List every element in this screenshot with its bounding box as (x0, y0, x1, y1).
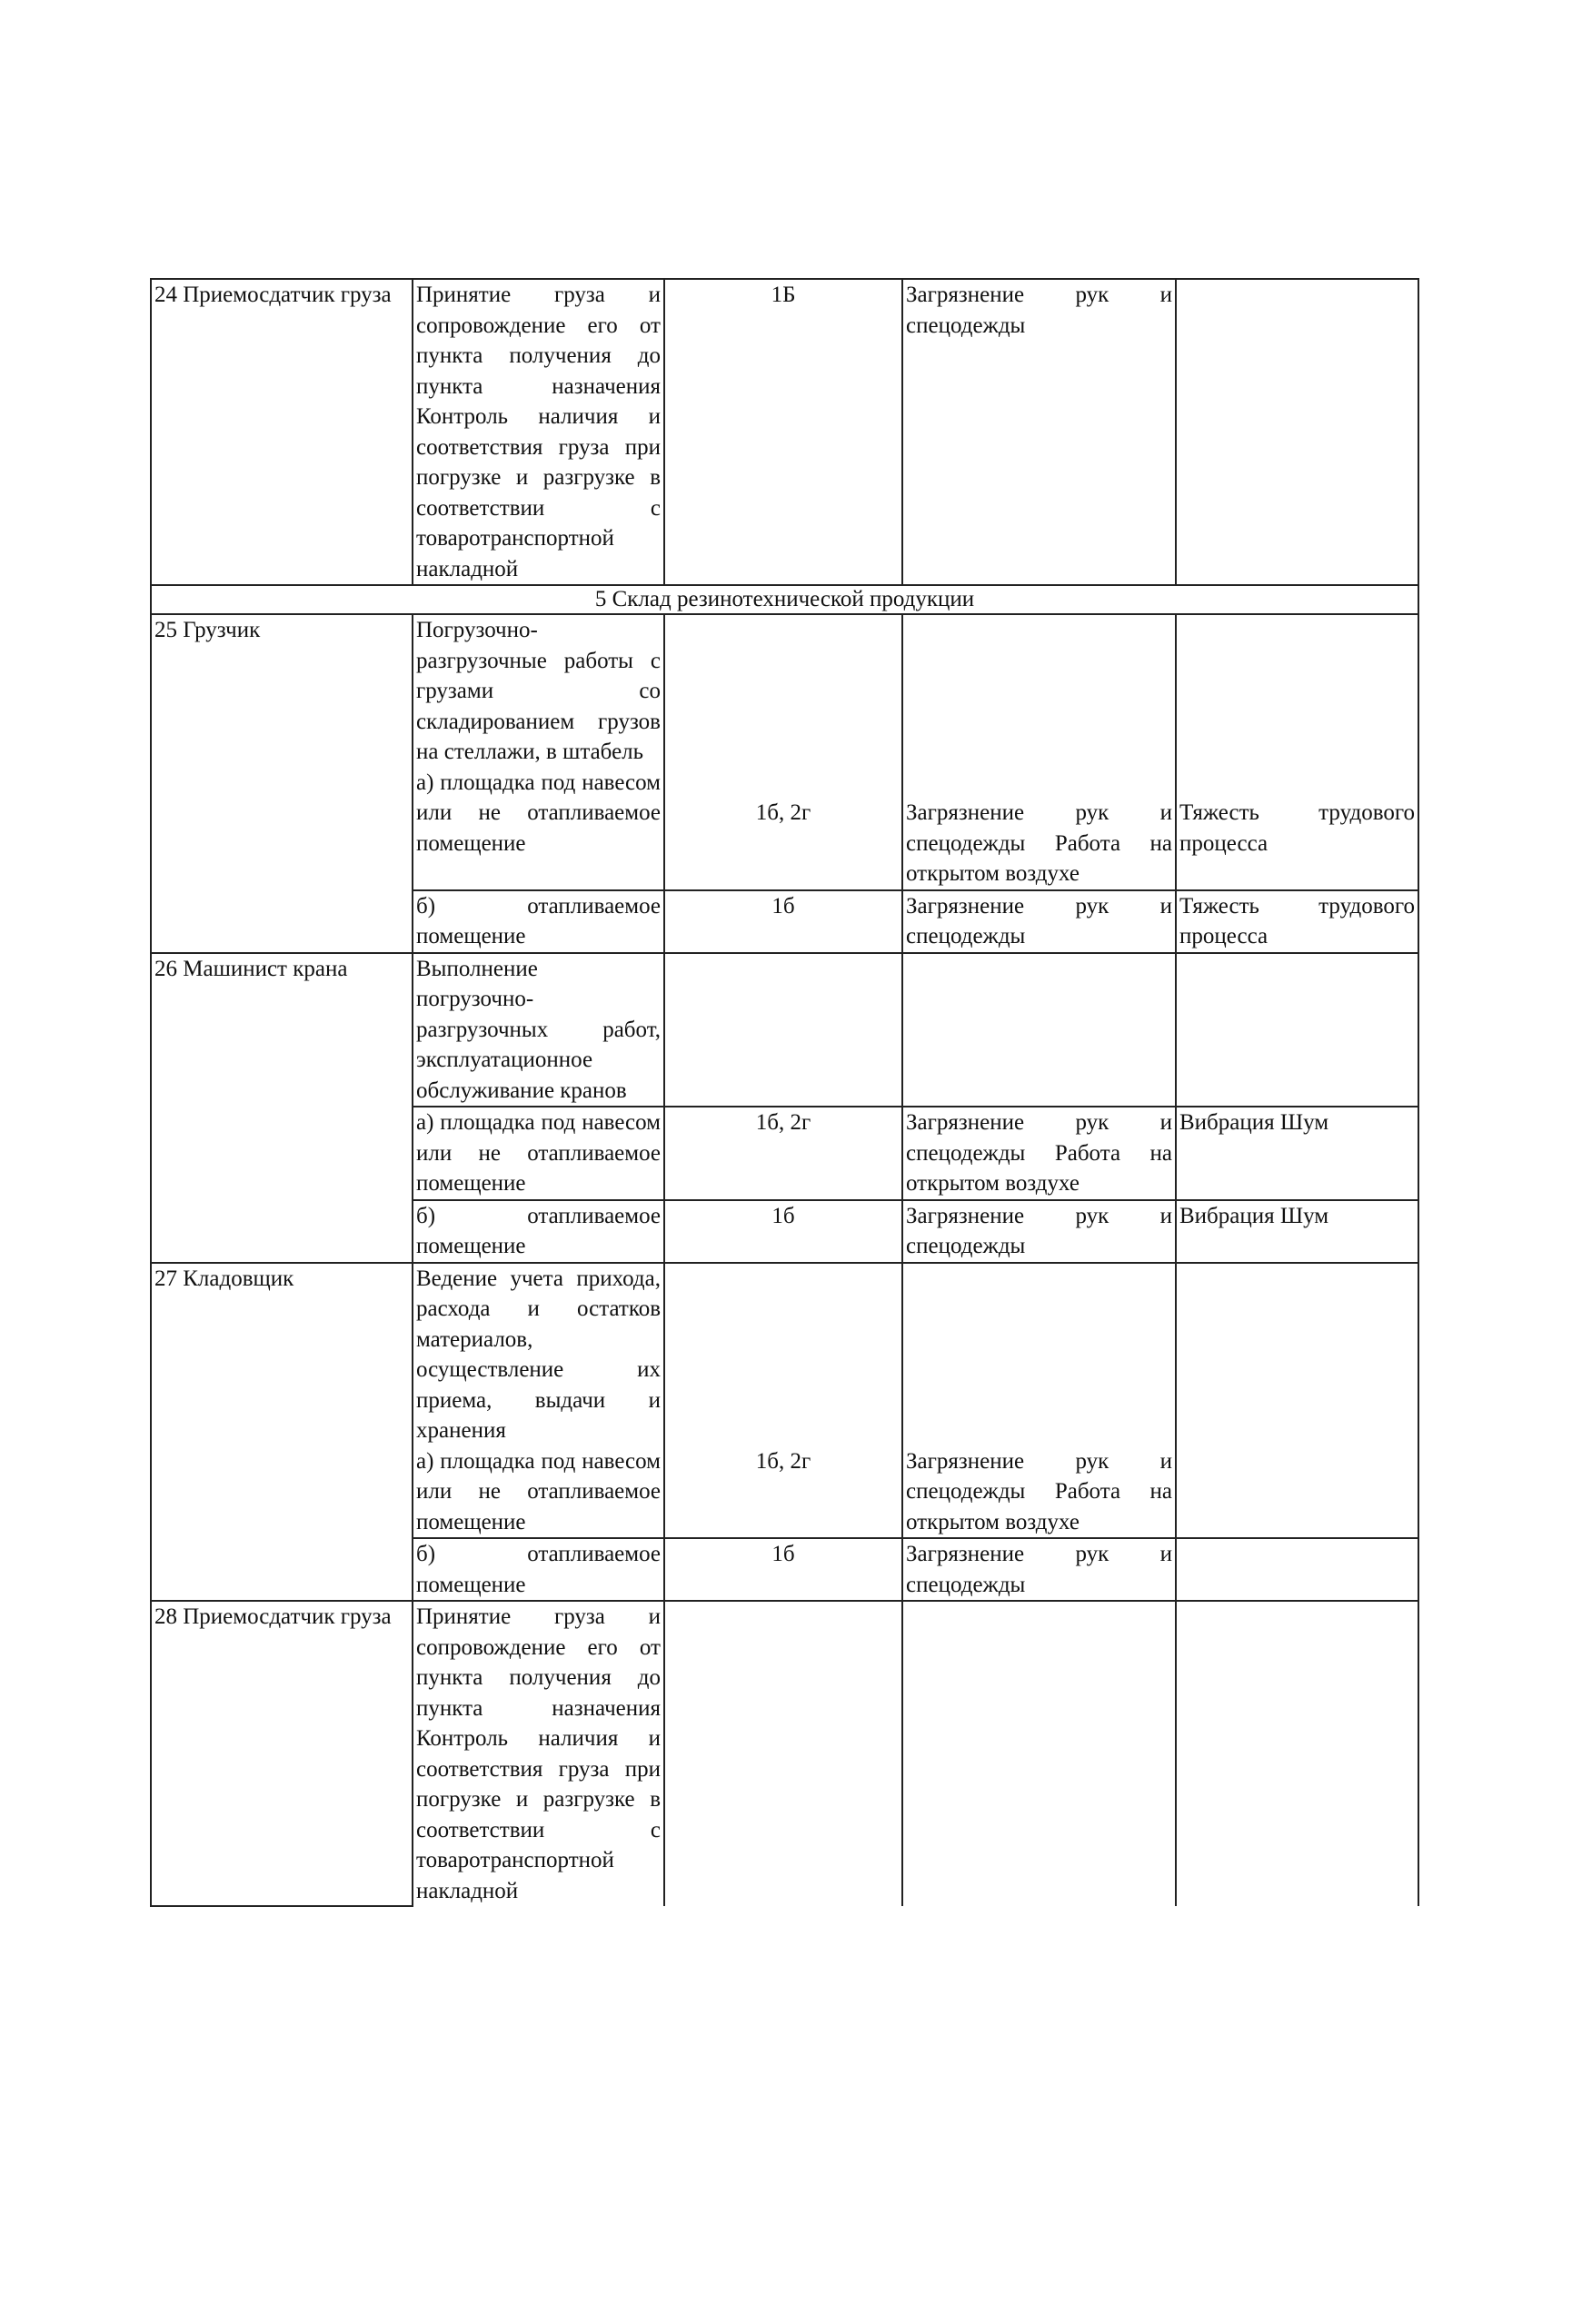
code-cell-27a (664, 1263, 902, 1539)
work-cell-27a (413, 1263, 664, 1539)
work-cell-24: Принятие груза и сопровождение его от пункта получения до пункта назначения Контроль наличия и соответствия груза при погрузке и разгрузке в соответствии с товаротранспортной накладной (413, 279, 664, 585)
code-cell-25a (664, 614, 902, 890)
factors-cell-28 (902, 1601, 1176, 1906)
professions-table (150, 278, 1419, 1907)
work-option-a-25: а) площадка под навесом или не отапливаемое помещение (416, 770, 661, 856)
extra-a-25: Тяжесть трудового процесса (1179, 800, 1415, 856)
section-heading: 5 Склад резинотехнической продукции (151, 585, 1418, 614)
extra-a-26: Вибрация Шум (1176, 1107, 1418, 1200)
work-option-a-26: а) площадка под навесом или не отапливаемое помещение (413, 1107, 664, 1200)
extra-empty-26 (1176, 953, 1418, 1107)
extra-b-27 (1176, 1538, 1418, 1601)
extra-b-25: Тяжесть трудового процесса (1176, 890, 1418, 953)
code-empty-26 (664, 953, 902, 1107)
work-cell-25a (413, 614, 664, 890)
factors-b-26: Загрязнение рук и спецодежды (902, 1200, 1176, 1263)
profession-cell-25: 25 Грузчик (151, 614, 413, 953)
code-cell-24: 1Б (664, 279, 902, 585)
code-a-27: 1б, 2г (755, 1448, 811, 1474)
table-row-27a (151, 1263, 1418, 1539)
factors-b-25: Загрязнение рук и спецодежды (902, 890, 1176, 953)
code-b-27: 1б (664, 1538, 902, 1601)
factors-b-27: Загрязнение рук и спецодежды (902, 1538, 1176, 1601)
work-option-a-27: а) площадка под навесом или не отапливаемое помещение (416, 1448, 661, 1534)
extra-cell-27a (1176, 1263, 1418, 1539)
table-row-24 (151, 279, 1418, 585)
factors-a-26: Загрязнение рук и спецодежды Работа на открытом воздухе (902, 1107, 1176, 1200)
factors-cell-24: Загрязнение рук и спецодежды (902, 279, 1176, 585)
code-a-26: 1б, 2г (664, 1107, 902, 1200)
profession-cell-24: 24 Приемосдатчик груза (151, 279, 413, 585)
extra-cell-24 (1176, 279, 1418, 585)
work-option-b-25: б) отапливаемое помещение (413, 890, 664, 953)
work-cell-28: Принятие груза и сопровождение его от пункта получения до пункта назначения Контроль наличия и соответствия груза при погрузке и разгрузке в соответствии с товаротранспортной накладной (413, 1601, 664, 1906)
work-main-26: Выполнение погрузочно-разгрузочных работ, эксплуатационное обслуживание кранов (413, 953, 664, 1107)
factors-a-27: Загрязнение рук и спецодежды Работа на открытом воздухе (906, 1448, 1172, 1534)
code-a-25: 1б, 2г (755, 800, 811, 825)
section-row-5 (151, 585, 1418, 614)
factors-cell-25a (902, 614, 1176, 890)
extra-cell-28 (1176, 1601, 1418, 1906)
profession-cell-26: 26 Машинист крана (151, 953, 413, 1263)
code-b-25: 1б (664, 890, 902, 953)
work-main-27: Ведение учета прихода, расхода и остатков материалов, осуществление их приема, выдачи и хранения (416, 1266, 661, 1443)
work-main-25: Погрузочно-разгрузочные работы с грузами со складированием грузов на стеллажи, в штабель (416, 618, 661, 764)
profession-cell-27: 27 Кладовщик (151, 1263, 413, 1602)
table-row-25a (151, 614, 1418, 890)
code-cell-28 (664, 1601, 902, 1906)
work-option-b-27: б) отапливаемое помещение (413, 1538, 664, 1601)
factors-a-25: Загрязнение рук и спецодежды Работа на открытом воздухе (906, 800, 1172, 886)
factors-cell-27a (902, 1263, 1176, 1539)
extra-b-26: Вибрация Шум (1176, 1200, 1418, 1263)
table-row-28 (151, 1601, 1418, 1906)
table-row-26-main (151, 953, 1418, 1107)
work-option-b-26: б) отапливаемое помещение (413, 1200, 664, 1263)
factors-empty-26 (902, 953, 1176, 1107)
profession-cell-28: 28 Приемосдатчик груза (151, 1601, 413, 1906)
code-b-26: 1б (664, 1200, 902, 1263)
extra-cell-25a (1176, 614, 1418, 890)
